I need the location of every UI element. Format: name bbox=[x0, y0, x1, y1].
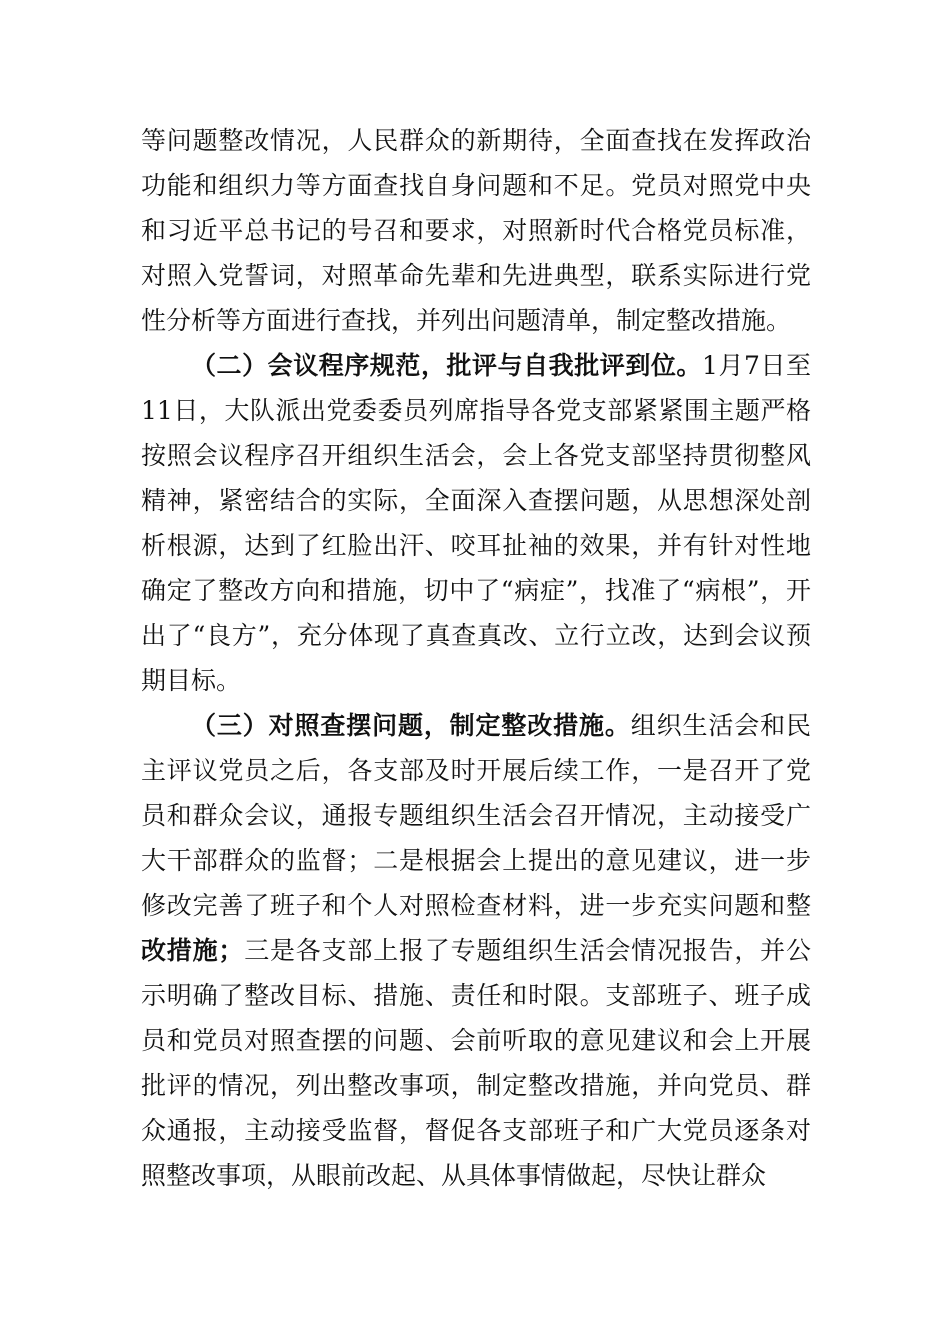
paragraph-3-text-a: 组织生活会和民主评议党员之后，各支部及时开展后续工作，一是召开了党员和群众会议，通报专题组织生活会召开情况，主动接受广大干部群众的监督；二是根据会上提出的意见建议，进一步修改完善了班子和个人对照检查材料，进一步充实问题和整 bbox=[141, 711, 811, 920]
paragraph-2-text: 1月7日至11日，大队派出党委委员列席指导各党支部紧紧围主题严格按照会议程序召开组织生活会，会上各党支部坚持贯彻整风精神，紧密结合的实际，全面深入查摆问题，从思想深处剖析根源，达到了红脸出汗、咬耳扯袖的效果，并有针对性地确定了整改方向和措施，切中了“病症”，找准了“病根”，开出了“良方”，充分体现了真查真改、立行立改，达到会议预期目标。 bbox=[141, 351, 811, 695]
paragraph-3-bold-phrase: 改措施； bbox=[141, 936, 244, 965]
document-body bbox=[141, 118, 811, 1198]
section-heading-2: （二）会议程序规范，批评与自我批评到位。 bbox=[191, 351, 702, 380]
section-heading-3: （三）对照查摆问题，制定整改措施。 bbox=[191, 711, 631, 740]
paragraph-3 bbox=[141, 703, 811, 1198]
paragraph-1 bbox=[141, 118, 811, 343]
paragraph-3-text-c: 三是各支部上报了专题组织生活会情况报告，并公示明确了整改目标、措施、责任和时限。支部班子、班子成员和党员对照查摆的问题、会前听取的意见建议和会上开展批评的情况，列出整改事项，制定整改措施，并向党员、群众通报，主动接受监督，督促各支部班子和广大党员逐条对照整改事项，从眼前改起、从具体事情做起，尽快让群众 bbox=[141, 936, 811, 1190]
paragraph-1-text: 等问题整改情况，人民群众的新期待，全面查找在发挥政治功能和组织力等方面查找自身问题和不足。党员对照党中央和习近平总书记的号召和要求，对照新时代合格党员标准，对照入党誓词，对照革命先辈和先进典型，联系实际进行党性分析等方面进行查找，并列出问题清单，制定整改措施。 bbox=[141, 126, 811, 335]
paragraph-2 bbox=[141, 343, 811, 703]
